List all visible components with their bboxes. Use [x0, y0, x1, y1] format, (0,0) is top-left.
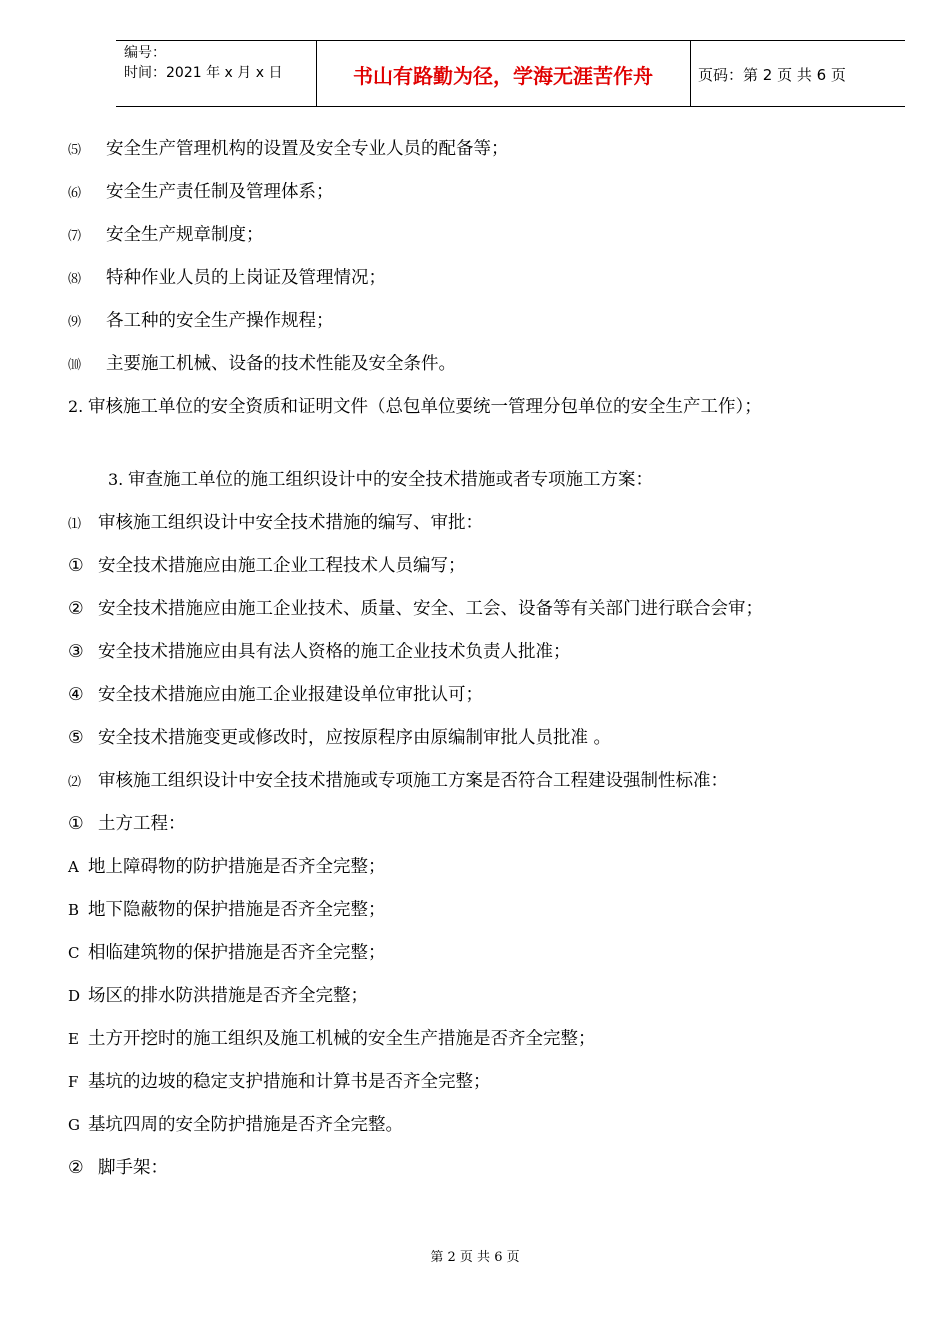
list-item [68, 554, 466, 578]
list-item [68, 1070, 491, 1094]
header-meta [124, 43, 282, 83]
item-marker: ③ [68, 642, 84, 662]
item-marker: ⑵ [68, 775, 82, 790]
item-text: 场区的排水防洪措施是否齐全完整； [88, 986, 368, 1006]
item-text: 基坑的边坡的稳定支护措施和计算书是否齐全完整； [88, 1072, 491, 1092]
item-text: 特种作业人员的上岗证及管理情况； [106, 268, 386, 288]
item-marker: ⑴ [68, 517, 82, 532]
item-marker: E [68, 1030, 79, 1048]
list-item [68, 1156, 168, 1180]
list-item [68, 137, 509, 163]
item-text: 安全技术措施应由施工企业技术、质量、安全、工会、设备等有关部门进行联合会审； [98, 599, 763, 619]
list-item [68, 726, 611, 750]
list-item [68, 597, 763, 621]
item-text: 审核施工单位的安全资质和证明文件（总包单位要统一管理分包单位的安全生产工作）； [88, 397, 762, 417]
list-item [68, 266, 386, 292]
item-marker: 2. [68, 397, 84, 416]
header-divider [690, 41, 691, 106]
item-text: 基坑四周的安全防护措施是否齐全完整。 [88, 1115, 403, 1135]
list-item [68, 855, 386, 879]
list-item [68, 941, 386, 965]
item-marker: ⑽ [68, 358, 82, 373]
number-label: 编号： [124, 45, 166, 61]
item-marker: ⑼ [68, 315, 82, 330]
item-text: 审核施工组织设计中安全技术措施的编写、审批： [98, 513, 483, 533]
item-text: 安全生产规章制度； [106, 225, 264, 245]
header-page-info: 页码：第 2 页 共 6 页 [698, 65, 846, 84]
list-item [68, 812, 186, 836]
item-marker: ① [68, 814, 84, 834]
page-header [116, 40, 905, 107]
item-marker: B [68, 901, 80, 919]
time-label: 时间：2021 年 x 月 x 日 [124, 65, 283, 81]
list-item [68, 1113, 403, 1137]
item-text: 地下隐蔽物的保护措施是否齐全完整； [88, 900, 386, 920]
list-item [68, 352, 456, 378]
list-item [68, 769, 728, 795]
section-heading [68, 395, 762, 419]
item-text: 土方开挖时的施工组织及施工机械的安全生产措施是否齐全完整； [88, 1029, 596, 1049]
item-marker: ⑤ [68, 728, 84, 748]
item-text: 土方工程： [98, 814, 186, 834]
list-item [68, 309, 334, 335]
item-text: 各工种的安全生产操作规程； [106, 311, 334, 331]
page-footer: 第 2 页 共 6 页 [430, 1250, 520, 1265]
list-item [68, 1027, 596, 1051]
item-marker: ⑸ [68, 143, 82, 158]
item-marker: ⑻ [68, 272, 82, 287]
list-item [68, 898, 386, 922]
item-marker: ② [68, 599, 84, 619]
item-marker: ④ [68, 685, 84, 705]
list-item [68, 511, 483, 537]
item-text: 主要施工机械、设备的技术性能及安全条件。 [106, 354, 456, 374]
item-text: 安全生产责任制及管理体系； [106, 182, 334, 202]
item-marker: 3. [108, 470, 124, 489]
item-marker: ⑹ [68, 186, 82, 201]
list-item [68, 640, 571, 664]
item-marker: D [68, 987, 81, 1005]
item-marker: A [68, 858, 79, 876]
item-text: 安全技术措施应由具有法人资格的施工企业技术负责人批准； [98, 642, 571, 662]
item-text: 安全技术措施变更或修改时，应按原程序由原编制审批人员批准 。 [98, 728, 612, 748]
item-marker: C [68, 944, 80, 962]
item-text: 审核施工组织设计中安全技术措施或专项施工方案是否符合工程建设强制性标准： [98, 771, 728, 791]
item-text: 脚手架： [98, 1158, 168, 1178]
item-marker: ② [68, 1158, 84, 1178]
item-text: 审查施工单位的施工组织设计中的安全技术措施或者专项施工方案： [128, 470, 653, 490]
list-item [68, 180, 334, 206]
item-marker: ① [68, 556, 84, 576]
item-marker: F [68, 1073, 79, 1091]
item-text: 安全生产管理机构的设置及安全专业人员的配备等； [106, 139, 509, 159]
item-marker: G [68, 1116, 80, 1134]
item-text: 安全技术措施应由施工企业报建设单位审批认可； [98, 685, 483, 705]
list-item [68, 984, 368, 1008]
item-text: 相临建筑物的保护措施是否齐全完整； [88, 943, 386, 963]
item-text: 安全技术措施应由施工企业工程技术人员编写； [98, 556, 466, 576]
header-motto: 书山有路勤为径，学海无涯苦作舟 [353, 63, 653, 88]
item-text: 地上障碍物的防护措施是否齐全完整； [88, 857, 386, 877]
item-marker: ⑺ [68, 229, 82, 244]
section-heading [108, 468, 653, 492]
list-item [68, 223, 264, 249]
list-item [68, 683, 483, 707]
